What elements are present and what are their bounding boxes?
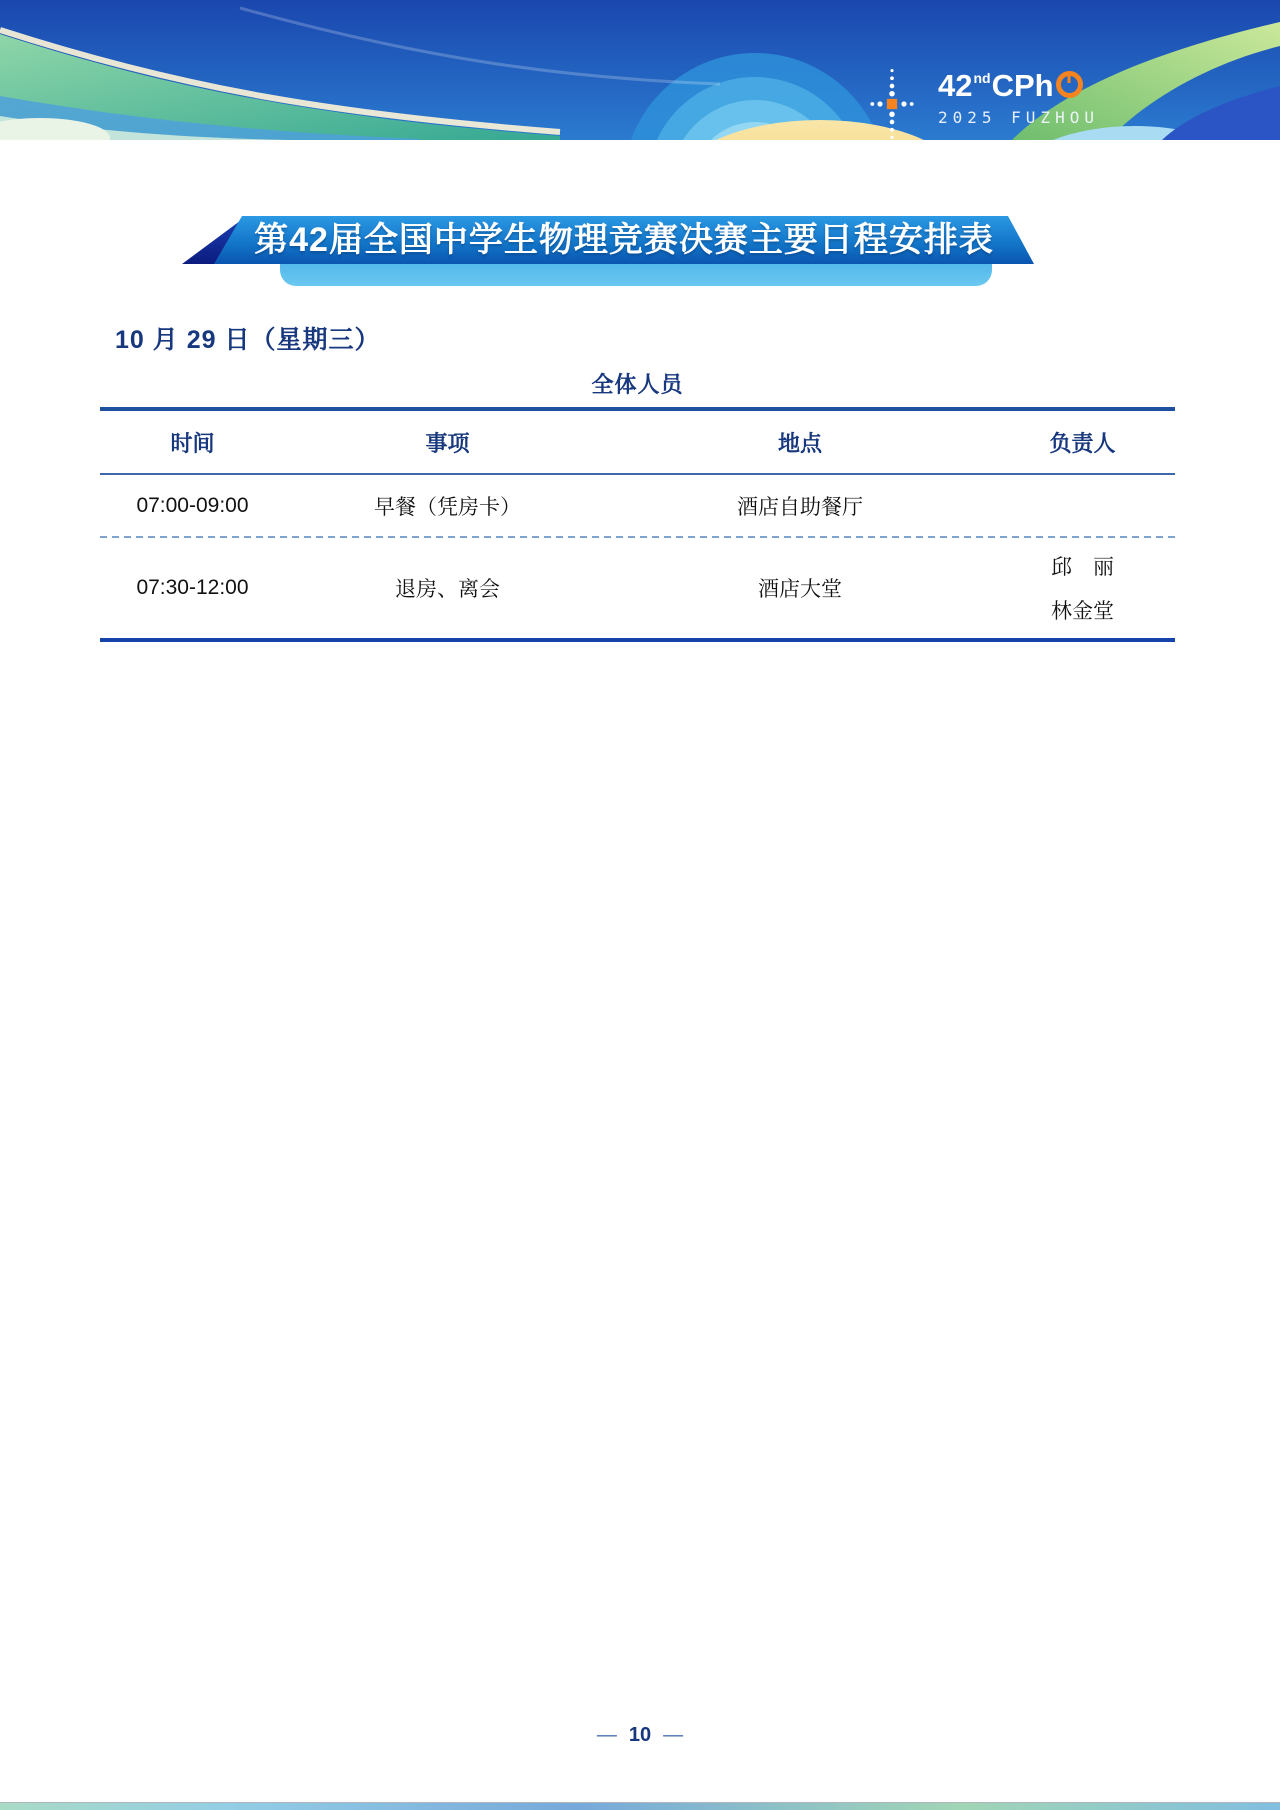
dotted-cross-icon [862, 68, 922, 140]
cell-time: 07:00-09:00 [136, 493, 249, 517]
page-title: 第42届全国中学生物理竞赛决赛主要日程安排表 [254, 221, 994, 259]
cell-responsible [990, 538, 1175, 638]
responsible-name: 林金堂 [1051, 599, 1114, 623]
cell-event: 退房、离会 [395, 578, 500, 601]
logo-edition-number: 42 [938, 68, 973, 103]
page-number-dash-right: — [663, 1724, 684, 1746]
footer-wave-strip [0, 1802, 1280, 1810]
header-banner-art [0, 0, 1280, 140]
cell-location: 酒店自助餐厅 [737, 495, 863, 519]
date-heading: 10 月 29 日（星期三） [115, 326, 381, 354]
section-label: 全体人员 [591, 372, 684, 397]
responsible-name: 邱 丽 [1051, 556, 1114, 580]
page-number-dash-left: — [596, 1724, 617, 1746]
table-row [100, 538, 1175, 642]
table-header-row [100, 407, 1175, 475]
column-header-time: 时间 [170, 430, 215, 456]
logo-edition-suffix: nd [973, 70, 991, 86]
column-header-responsible: 负责人 [1049, 430, 1116, 456]
logo-acronym: CPh [991, 68, 1054, 103]
logo-text [938, 70, 1099, 127]
logo-wordmark [938, 70, 1099, 101]
cell-time: 07:30-12:00 [136, 576, 249, 599]
cell-event: 早餐（凭房卡） [374, 495, 521, 519]
schedule-table [100, 368, 1175, 642]
cell-location: 酒店大堂 [758, 578, 842, 601]
page-number [0, 1724, 1280, 1747]
column-header-event: 事项 [425, 430, 470, 456]
cpho-logo [862, 70, 1099, 140]
cpho-o-clock-icon [1056, 71, 1083, 98]
table-row [100, 475, 1175, 536]
logo-year-city: 2025 FUZHOU [938, 108, 1099, 127]
page-number-value: 10 [628, 1724, 652, 1746]
column-header-location: 地点 [777, 430, 822, 456]
